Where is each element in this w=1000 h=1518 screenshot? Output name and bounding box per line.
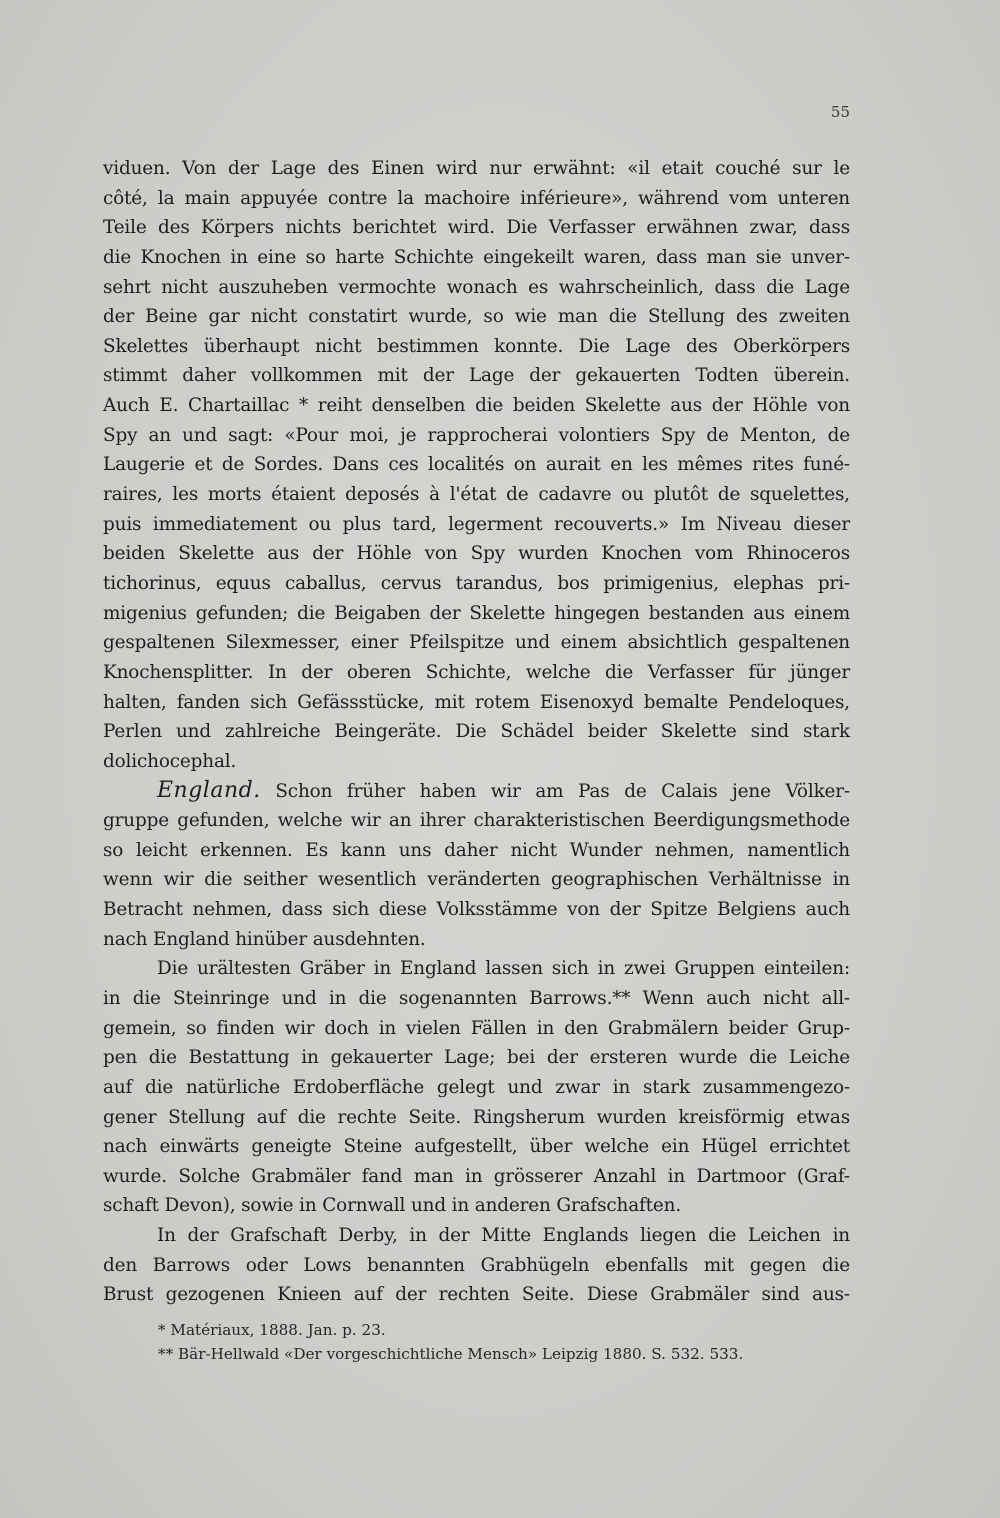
footnotes: [158, 1318, 858, 1366]
text-line: sehrt nicht auszuheben vermochte wonach es wahrscheinlich, dass die Lage: [103, 276, 850, 298]
text-line: Skelettes überhaupt nicht bestimmen konnte. Die Lage des Oberkörpers: [103, 335, 850, 357]
text-line: gemein, so finden wir doch in vielen Fällen in den Grabmälern beider Grup-: [103, 1017, 850, 1039]
section-heading-england: England.: [157, 778, 261, 804]
footnote-1: * Matériaux, 1888. Jan. p. 23.: [158, 1321, 386, 1339]
text-line: Auch E. Chartaillac * reiht denselben die beiden Skelette aus der Höhle von: [103, 395, 850, 417]
text-line: puis immediatement ou plus tard, legerment recouverts.» Im Niveau dieser: [103, 513, 850, 535]
text-line: côté, la main appuyée contre la machoire inférieure», während vom unteren: [103, 187, 850, 209]
england-section-first-line: [103, 776, 850, 806]
text-line: beiden Skelette aus der Höhle von Spy wurden Knochen vom Rhinoceros: [103, 543, 850, 565]
text-line: pen die Bestattung in gekauerter Lage; bei der ersteren wurde die Leiche: [103, 1047, 850, 1069]
text-line: so leicht erkennen. Es kann uns daher nicht Wunder nehmen, namentlich: [103, 839, 850, 861]
text-line: In der Grafschaft Derby, in der Mitte Englands liegen die Leichen in: [157, 1225, 850, 1247]
text-line: Brust gezogenen Knieen auf der rechten Seite. Diese Grabmäler sind aus-: [103, 1284, 850, 1306]
text-line: tichorinus, equus caballus, cervus tarandus, bos primigenius, elephas pri-: [103, 572, 850, 594]
text-line: auf die natürliche Erdoberfläche gelegt und zwar in stark zusammengezo-: [103, 1076, 850, 1098]
text-line: gener Stellung auf die rechte Seite. Ringsherum wurden kreisförmig etwas: [103, 1106, 850, 1128]
text-line: wurde. Solche Grabmäler fand man in grösserer Anzahl in Dartmoor (Graf-: [103, 1165, 850, 1187]
text-line: halten, fanden sich Gefässstücke, mit rotem Eisenoxyd bemalte Pendeloques,: [103, 691, 850, 713]
text-line: viduen. Von der Lage des Einen wird nur erwähnt: «il etait couché sur le: [103, 158, 850, 179]
text-line: Knochensplitter. In der oberen Schichte, welche die Verfasser für jünger: [103, 661, 850, 683]
text-line: gespaltenen Silexmesser, einer Pfeilspitze und einem absichtlich gespaltenen: [103, 632, 850, 654]
text-line: die Knochen in eine so harte Schichte eingekeilt waren, dass man sie unver-: [103, 246, 850, 268]
text-line: nach England hinüber ausdehnten.: [103, 928, 426, 950]
text-line: Teile des Körpers nichts berichtet wird. Die Verfasser erwähnen zwar, dass: [103, 217, 850, 239]
paragraph-spy-cave: [103, 154, 850, 776]
text-line: stimmt daher vollkommen mit der Lage der gekauerten Todten überein.: [103, 365, 850, 387]
text-line: schaft Devon), sowie in Cornwall und in anderen Grafschaften.: [103, 1195, 682, 1217]
text-line: Perlen und zahlreiche Beingeräte. Die Schädel beider Skelette sind stark: [103, 721, 850, 743]
text-line: nach einwärts geneigte Steine aufgestellt, über welche ein Hügel errichtet: [103, 1136, 850, 1158]
text-line: in die Steinringe und in die sogenannten Barrows.** Wenn auch nicht all-: [103, 987, 850, 1009]
text-line: den Barrows oder Lows benannten Grabhügeln ebenfalls mit gegen die: [103, 1254, 850, 1276]
footnote-2: ** Bär-Hellwald «Der vorgeschichtliche Mensch» Leipzig 1880. S. 532. 533.: [158, 1345, 744, 1363]
text-line: gruppe gefunden, welche wir an ihrer charakteristischen Beerdigungsmethode: [103, 810, 850, 832]
text-line: Die urältesten Gräber in England lassen sich in zwei Gruppen einteilen:: [157, 958, 850, 980]
text-line: wenn wir die seither wesentlich veränderten geographischen Verhältnisse in: [103, 869, 850, 891]
text-line: der Beine gar nicht constatirt wurde, so wie man die Stellung des zweiten: [103, 306, 850, 328]
page-number: 55: [830, 103, 850, 121]
text-line: Betracht nehmen, dass sich diese Volksstämme von der Spitze Belgiens auch: [103, 899, 850, 921]
text-line: Spy an und sagt: «Pour moi, je rapprocherai volontiers Spy de Menton, de: [103, 424, 850, 446]
england-first-line-text: Schon früher haben wir am Pas de Calais jene Völker-: [275, 781, 851, 803]
text-line: dolichocephal.: [103, 750, 237, 772]
text-line: raires, les morts étaient deposés à l'état de cadavre ou plutôt de squelettes,: [103, 484, 850, 506]
paragraph-england: [103, 806, 850, 1310]
text-line: Laugerie et de Sordes. Dans ces localités on aurait en les mêmes rites funé-: [103, 454, 850, 476]
body-text: [103, 154, 850, 1310]
text-line: migenius gefunden; die Beigaben der Skelette hingegen bestanden aus einem: [103, 602, 850, 624]
